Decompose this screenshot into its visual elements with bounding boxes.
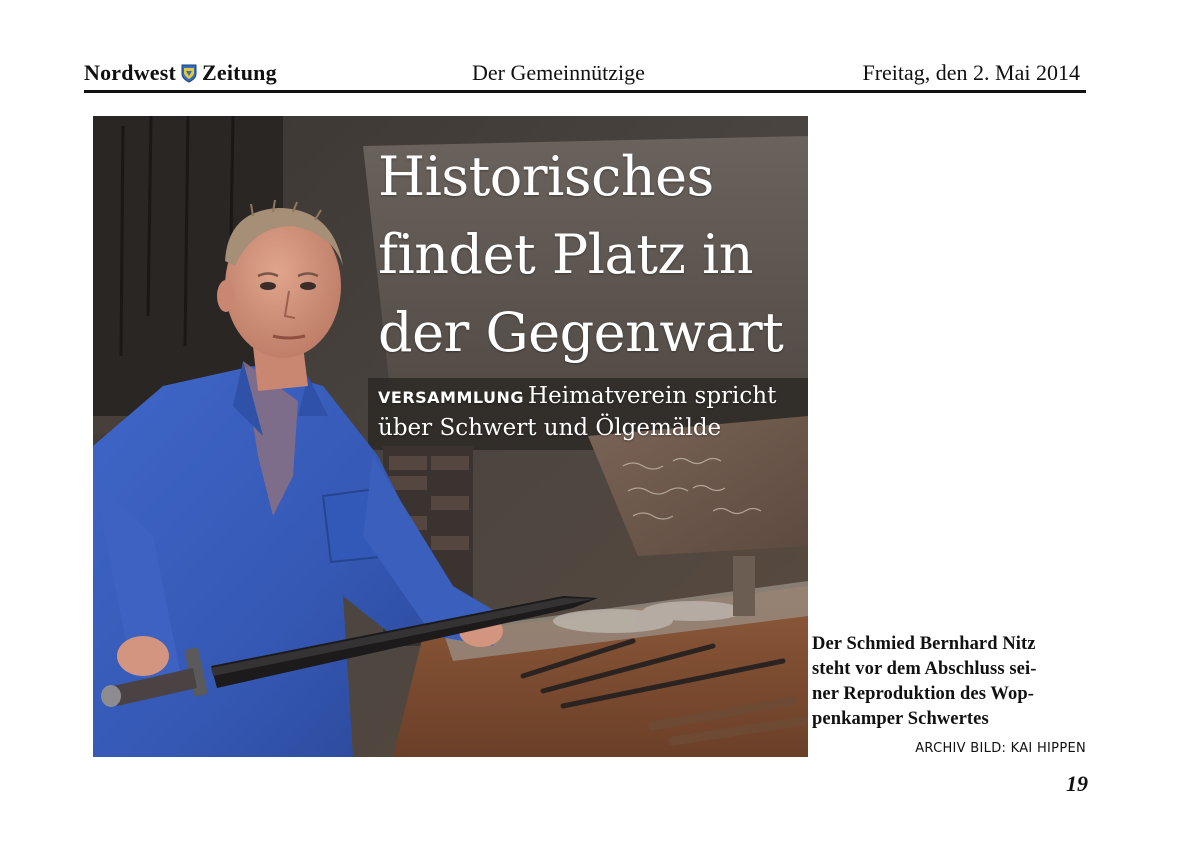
caption-line: Der Schmied Bernhard Nitz (812, 634, 1036, 654)
crest-icon (181, 64, 197, 83)
caption-line: ner Reproduktion des Wop- (812, 684, 1034, 704)
headline-line: der Gegenwart (378, 301, 784, 364)
page-header (84, 58, 1086, 88)
kicker-text-2: über Schwert und Ölgemälde (378, 415, 722, 441)
caption-line: penkamper Schwertes (812, 709, 989, 729)
headline (378, 138, 783, 372)
photo-credit: ARCHIV BILD: KAI HIPPEN (915, 741, 1086, 756)
header-rule (84, 90, 1086, 93)
photo-caption (812, 632, 1092, 732)
kicker-text-1: Heimatverein spricht (528, 383, 777, 409)
masthead-left: Nordwest (84, 60, 177, 85)
section-title: Der Gemeinnützige (472, 60, 645, 85)
kicker (378, 381, 776, 443)
caption-line: steht vor dem Abschluss sei- (812, 659, 1037, 679)
headline-line: Historisches (378, 145, 714, 208)
issue-date: Freitag, den 2. Mai 2014 (862, 60, 1080, 85)
masthead-right: Zeitung (202, 60, 277, 85)
kicker-tag: VERSAMMLUNG (378, 388, 525, 407)
page-number: 19 (1066, 771, 1088, 796)
kicker-line-1 (378, 381, 776, 413)
headline-line: findet Platz in (378, 223, 754, 286)
masthead (84, 60, 277, 86)
